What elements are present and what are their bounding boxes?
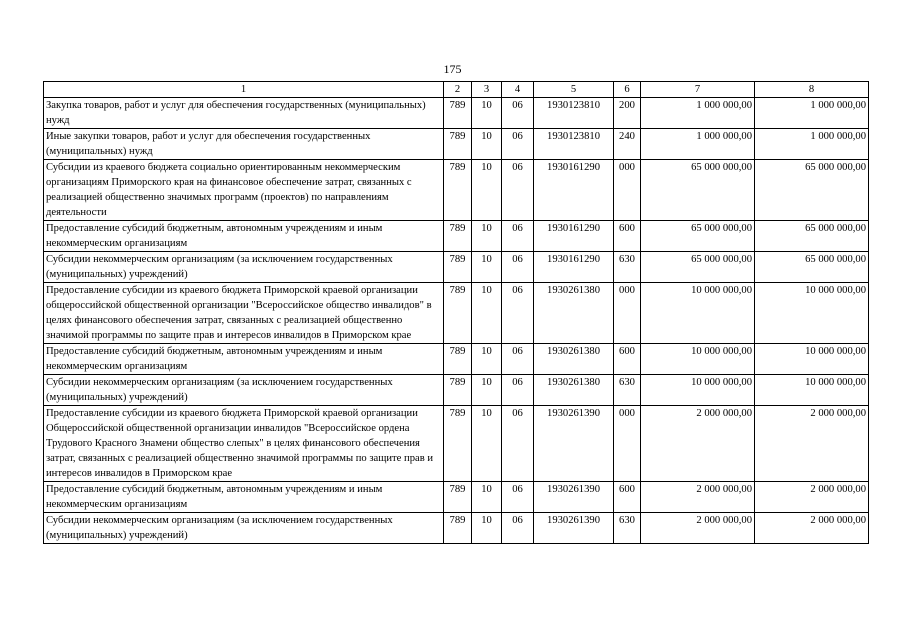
code-cell: 1930123810 [534,98,614,129]
code-cell: 06 [502,98,534,129]
code-cell: 06 [502,375,534,406]
code-cell: 06 [502,482,534,513]
column-header: 1 [44,82,444,98]
amount-cell: 10 000 000,00 [755,344,869,375]
code-cell: 789 [444,344,472,375]
code-cell: 600 [614,344,641,375]
budget-table [43,81,869,544]
table-row [44,221,869,252]
code-cell: 600 [614,482,641,513]
amount-cell: 65 000 000,00 [641,221,755,252]
amount-cell: 10 000 000,00 [641,375,755,406]
row-name: Предоставление субсидий бюджетным, автономным учреждениям и иным некоммерческим организациям [44,344,444,375]
code-cell: 10 [472,344,502,375]
column-header: 5 [534,82,614,98]
code-cell: 10 [472,375,502,406]
table-row [44,406,869,482]
code-cell: 789 [444,406,472,482]
code-cell: 10 [472,406,502,482]
code-cell: 06 [502,252,534,283]
header-row [44,82,869,98]
code-cell: 10 [472,252,502,283]
code-cell: 1930261380 [534,375,614,406]
column-header: 4 [502,82,534,98]
code-cell: 000 [614,406,641,482]
amount-cell: 65 000 000,00 [755,221,869,252]
amount-cell: 2 000 000,00 [755,406,869,482]
code-cell: 1930261390 [534,482,614,513]
code-cell: 06 [502,129,534,160]
row-name: Предоставление субсидии из краевого бюджета Приморской краевой организации общероссийской общественной организации "Всероссийское общество инвалидов" в целях финансового обеспечения затрат, связанных с реализацией общественно значимой программы по защите прав и интересов инвалидов в Приморском крае [44,283,444,344]
code-cell: 240 [614,129,641,160]
code-cell: 200 [614,98,641,129]
amount-cell: 10 000 000,00 [755,375,869,406]
code-cell: 600 [614,221,641,252]
code-cell: 789 [444,375,472,406]
table-row [44,252,869,283]
amount-cell: 65 000 000,00 [755,160,869,221]
code-cell: 06 [502,160,534,221]
amount-cell: 1 000 000,00 [755,129,869,160]
code-cell: 1930161290 [534,160,614,221]
code-cell: 1930261380 [534,344,614,375]
code-cell: 630 [614,375,641,406]
code-cell: 789 [444,283,472,344]
row-name: Предоставление субсидий бюджетным, автономным учреждениям и иным некоммерческим организациям [44,221,444,252]
code-cell: 10 [472,283,502,344]
amount-cell: 1 000 000,00 [641,98,755,129]
row-name: Субсидии из краевого бюджета социально ориентированным некоммерческим организациям Приморского края на финансовое обеспечение затрат, связанных с реализацией общественно значимых программ (проектов) по направлениям деятельности [44,160,444,221]
amount-cell: 2 000 000,00 [641,406,755,482]
code-cell: 1930261380 [534,283,614,344]
amount-cell: 10 000 000,00 [755,283,869,344]
code-cell: 10 [472,160,502,221]
code-cell: 10 [472,482,502,513]
code-cell: 10 [472,129,502,160]
code-cell: 1930261390 [534,513,614,544]
amount-cell: 1 000 000,00 [641,129,755,160]
code-cell: 10 [472,513,502,544]
row-name: Закупка товаров, работ и услуг для обеспечения государственных (муниципальных) нужд [44,98,444,129]
column-header: 3 [472,82,502,98]
amount-cell: 1 000 000,00 [755,98,869,129]
code-cell: 000 [614,160,641,221]
amount-cell: 2 000 000,00 [755,513,869,544]
amount-cell: 2 000 000,00 [641,513,755,544]
amount-cell: 10 000 000,00 [641,344,755,375]
column-header: 6 [614,82,641,98]
code-cell: 10 [472,221,502,252]
code-cell: 10 [472,98,502,129]
row-name: Предоставление субсидий бюджетным, автономным учреждениям и иным некоммерческим организациям [44,482,444,513]
code-cell: 630 [614,252,641,283]
table-row [44,98,869,129]
code-cell: 789 [444,98,472,129]
column-header: 8 [755,82,869,98]
code-cell: 1930261390 [534,406,614,482]
row-name: Иные закупки товаров, работ и услуг для обеспечения государственных (муниципальных) нужд [44,129,444,160]
code-cell: 789 [444,252,472,283]
amount-cell: 65 000 000,00 [641,252,755,283]
amount-cell: 65 000 000,00 [641,160,755,221]
code-cell: 06 [502,344,534,375]
amount-cell: 65 000 000,00 [755,252,869,283]
code-cell: 630 [614,513,641,544]
table-row [44,283,869,344]
table-row [44,482,869,513]
table-row [44,513,869,544]
column-header: 2 [444,82,472,98]
row-name: Субсидии некоммерческим организациям (за исключением государственных (муниципальных) учреждений) [44,252,444,283]
code-cell: 000 [614,283,641,344]
row-name: Субсидии некоммерческим организациям (за исключением государственных (муниципальных) учреждений) [44,375,444,406]
code-cell: 789 [444,513,472,544]
amount-cell: 10 000 000,00 [641,283,755,344]
code-cell: 1930161290 [534,252,614,283]
code-cell: 06 [502,406,534,482]
code-cell: 1930161290 [534,221,614,252]
code-cell: 1930123810 [534,129,614,160]
amount-cell: 2 000 000,00 [755,482,869,513]
code-cell: 789 [444,129,472,160]
code-cell: 06 [502,283,534,344]
table-row [44,375,869,406]
code-cell: 789 [444,221,472,252]
table-row [44,344,869,375]
code-cell: 06 [502,221,534,252]
code-cell: 06 [502,513,534,544]
page-number: 175 [443,62,462,76]
amount-cell: 2 000 000,00 [641,482,755,513]
row-name: Субсидии некоммерческим организациям (за исключением государственных (муниципальных) учреждений) [44,513,444,544]
code-cell: 789 [444,160,472,221]
row-name: Предоставление субсидии из краевого бюджета Приморской краевой организации Общероссийской общественной организации инвалидов "Всероссийское ордена Трудового Красного Знамени общество слепых" в целях финансового обеспечения затрат, связанных с реализацией общественно значимой программы по защите прав и интересов инвалидов в Приморском крае [44,406,444,482]
table-row [44,160,869,221]
column-header: 7 [641,82,755,98]
code-cell: 789 [444,482,472,513]
table-row [44,129,869,160]
